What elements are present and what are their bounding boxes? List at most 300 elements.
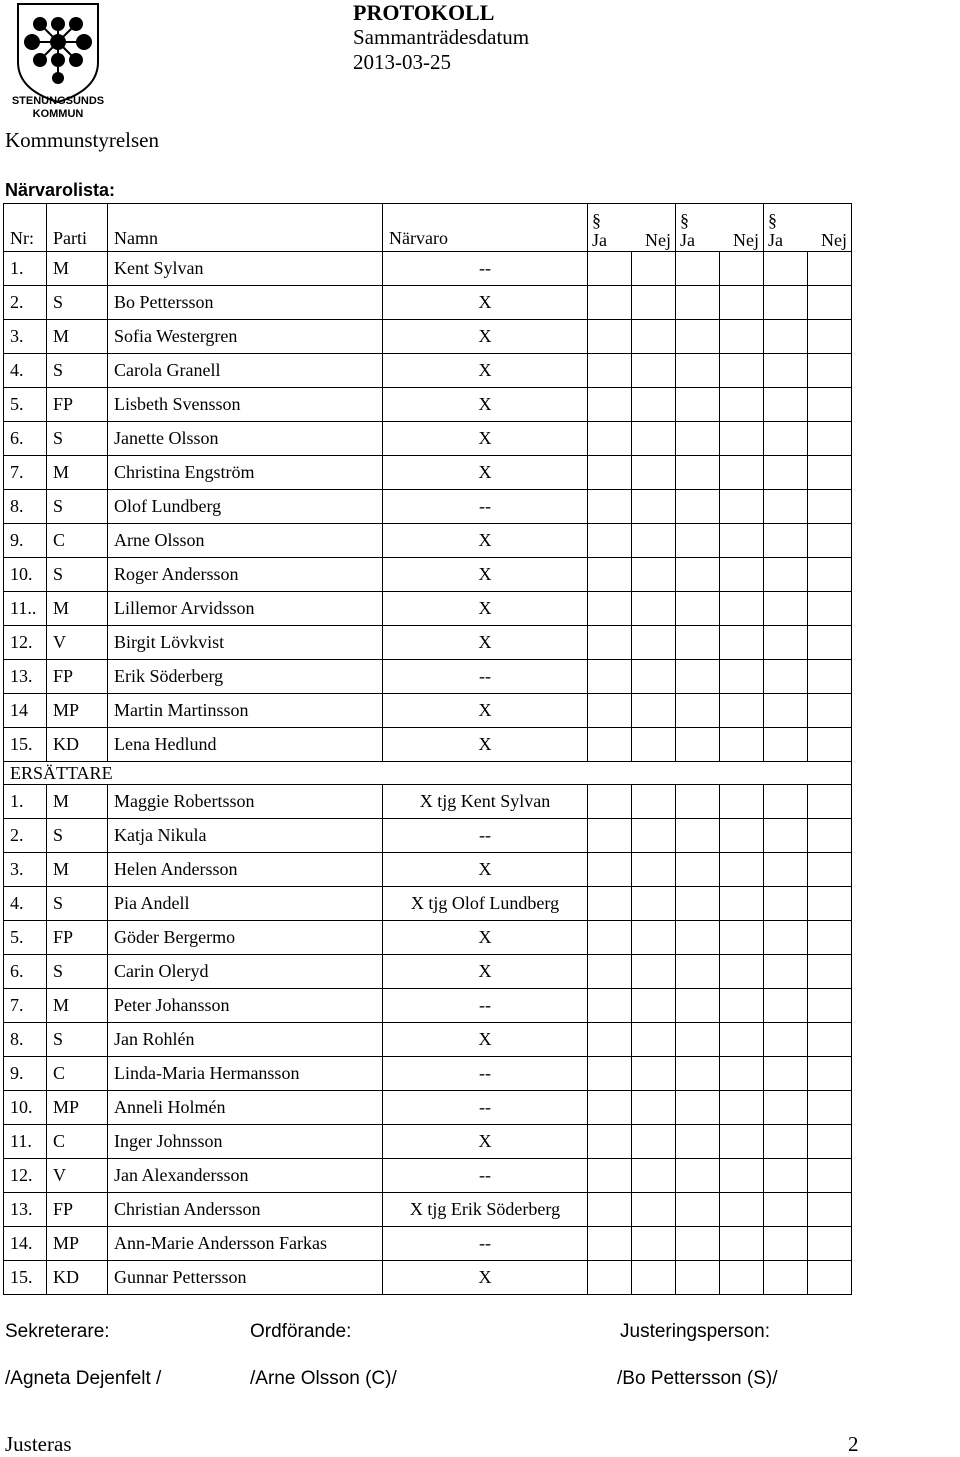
cell-presence: X xyxy=(383,626,588,660)
cell-name: Erik Söderberg xyxy=(108,660,383,694)
vote-yes-cell xyxy=(588,558,632,592)
vote-yes-cell xyxy=(764,728,808,762)
header-party: Parti xyxy=(47,204,108,252)
vote-yes-cell xyxy=(676,490,720,524)
adjuster-name: /Bo Pettersson (S)/ xyxy=(617,1368,778,1389)
cell-nr: 11. xyxy=(4,1125,47,1159)
municipality-logo xyxy=(4,2,112,120)
cell-nr: 6. xyxy=(4,422,47,456)
cell-party: M xyxy=(47,853,108,887)
cell-name: Pia Andell xyxy=(108,887,383,921)
cell-party: KD xyxy=(47,1261,108,1295)
vote-no-cell xyxy=(632,558,676,592)
cell-name: Göder Bergermo xyxy=(108,921,383,955)
vote-no-cell xyxy=(808,728,852,762)
vote-no-cell xyxy=(632,955,676,989)
vote-yes-cell xyxy=(676,524,720,558)
vote-no-cell xyxy=(632,1023,676,1057)
document-title: PROTOKOLL xyxy=(353,0,495,25)
cell-party: M xyxy=(47,320,108,354)
vote-no-cell xyxy=(720,660,764,694)
cell-nr: 9. xyxy=(4,524,47,558)
cell-party: S xyxy=(47,490,108,524)
vote-no-cell xyxy=(808,1261,852,1295)
vote-no-cell xyxy=(632,1193,676,1227)
cell-name: Gunnar Pettersson xyxy=(108,1261,383,1295)
vote-yes-cell xyxy=(764,1023,808,1057)
cell-name: Inger Johnsson xyxy=(108,1125,383,1159)
vote-no-cell xyxy=(632,853,676,887)
vote-no-cell xyxy=(632,592,676,626)
vote-no-cell xyxy=(808,1159,852,1193)
cell-name: Katja Nikula xyxy=(108,819,383,853)
vote-no-cell xyxy=(720,1193,764,1227)
cell-name: Arne Olsson xyxy=(108,524,383,558)
cell-name: Ann-Marie Andersson Farkas xyxy=(108,1227,383,1261)
vote-no-cell xyxy=(808,1193,852,1227)
vote-yes-cell xyxy=(764,989,808,1023)
cell-presence: X xyxy=(383,1023,588,1057)
substitute-row xyxy=(4,1261,852,1295)
vote-no-cell xyxy=(808,320,852,354)
cell-presence: -- xyxy=(383,989,588,1023)
cell-party: M xyxy=(47,785,108,819)
vote-no-cell xyxy=(632,626,676,660)
vote-no-cell xyxy=(632,388,676,422)
vote-no-cell xyxy=(632,785,676,819)
substitute-row xyxy=(4,1091,852,1125)
cell-presence: -- xyxy=(383,1057,588,1091)
cell-nr: 2. xyxy=(4,819,47,853)
vote-no-cell xyxy=(720,785,764,819)
vote-no-cell xyxy=(632,1261,676,1295)
vote-yes-cell xyxy=(764,853,808,887)
vote-yes-cell xyxy=(676,785,720,819)
vote-yes-cell xyxy=(588,320,632,354)
chair-name: /Arne Olsson (C)/ xyxy=(250,1368,397,1389)
cell-nr: 12. xyxy=(4,1159,47,1193)
vote-no-cell xyxy=(632,989,676,1023)
cell-name: Olof Lundberg xyxy=(108,490,383,524)
cell-presence: X xyxy=(383,1125,588,1159)
cell-presence: X xyxy=(383,694,588,728)
footer-label: Justeras xyxy=(5,1432,72,1456)
vote-no-cell xyxy=(632,456,676,490)
cell-party: C xyxy=(47,1057,108,1091)
cell-party: S xyxy=(47,1023,108,1057)
meeting-date-label: Sammanträdesdatum xyxy=(353,25,530,49)
cell-party: M xyxy=(47,592,108,626)
vote-no-cell xyxy=(720,286,764,320)
cell-name: Carin Oleryd xyxy=(108,955,383,989)
vote-yes-cell xyxy=(676,1227,720,1261)
vote-no-cell xyxy=(632,354,676,388)
cell-party: M xyxy=(47,456,108,490)
attendance-table xyxy=(3,203,852,1295)
cell-presence: -- xyxy=(383,660,588,694)
cell-name: Christian Andersson xyxy=(108,1193,383,1227)
vote-no-cell xyxy=(632,694,676,728)
vote-no-cell xyxy=(720,989,764,1023)
substitute-row xyxy=(4,887,852,921)
page-number: 2 xyxy=(848,1432,859,1456)
vote-yes-cell xyxy=(676,694,720,728)
cell-name: Lisbeth Svensson xyxy=(108,388,383,422)
member-row xyxy=(4,252,852,286)
cell-party: C xyxy=(47,524,108,558)
vote-no-cell xyxy=(808,921,852,955)
vote-yes-cell xyxy=(588,989,632,1023)
substitute-row xyxy=(4,955,852,989)
vote-yes-cell xyxy=(676,819,720,853)
member-row xyxy=(4,558,852,592)
vote-yes-cell xyxy=(764,660,808,694)
vote-no-cell xyxy=(808,660,852,694)
vote-no-cell xyxy=(632,819,676,853)
cell-party: S xyxy=(47,887,108,921)
vote-no-cell xyxy=(720,819,764,853)
vote-yes-cell xyxy=(676,989,720,1023)
substitute-row xyxy=(4,785,852,819)
vote-yes-cell xyxy=(676,728,720,762)
cell-party: KD xyxy=(47,728,108,762)
cell-presence: X xyxy=(383,286,588,320)
vote-no-cell xyxy=(632,252,676,286)
cell-party: S xyxy=(47,955,108,989)
vote-yes-cell xyxy=(676,1091,720,1125)
vote-no-cell xyxy=(808,286,852,320)
vote-yes-cell xyxy=(764,1057,808,1091)
vote-no-cell xyxy=(808,626,852,660)
cell-nr: 13. xyxy=(4,1193,47,1227)
vote-yes-cell xyxy=(588,887,632,921)
cell-nr: 5. xyxy=(4,921,47,955)
cell-presence: -- xyxy=(383,252,588,286)
cell-presence: X xyxy=(383,456,588,490)
vote-no-cell xyxy=(808,388,852,422)
cell-nr: 3. xyxy=(4,853,47,887)
vote-no-cell xyxy=(808,989,852,1023)
vote-yes-cell xyxy=(588,456,632,490)
vote-yes-cell xyxy=(764,955,808,989)
vote-no-cell xyxy=(808,1023,852,1057)
vote-no-cell xyxy=(720,955,764,989)
cell-nr: 15. xyxy=(4,1261,47,1295)
vote-no-cell xyxy=(720,456,764,490)
vote-yes-cell xyxy=(588,490,632,524)
vote-no-cell xyxy=(720,1227,764,1261)
member-row xyxy=(4,592,852,626)
cell-name: Bo Pettersson xyxy=(108,286,383,320)
vote-no-cell xyxy=(632,887,676,921)
cell-presence: X tjg Olof Lundberg xyxy=(383,887,588,921)
header-name: Namn xyxy=(108,204,383,252)
vote-yes-cell xyxy=(588,1193,632,1227)
member-row xyxy=(4,320,852,354)
member-row xyxy=(4,286,852,320)
cell-party: FP xyxy=(47,388,108,422)
vote-yes-cell xyxy=(588,785,632,819)
cell-name: Lena Hedlund xyxy=(108,728,383,762)
secretary-label: Sekreterare: xyxy=(5,1321,110,1342)
cell-nr: 7. xyxy=(4,456,47,490)
substitute-row xyxy=(4,1227,852,1261)
vote-header-3: § Ja Nej xyxy=(764,204,852,252)
cell-name: Birgit Lövkvist xyxy=(108,626,383,660)
vote-no-cell xyxy=(720,320,764,354)
member-row xyxy=(4,660,852,694)
cell-nr: 1. xyxy=(4,785,47,819)
vote-yes-cell xyxy=(676,388,720,422)
cell-nr: 15. xyxy=(4,728,47,762)
cell-name: Linda-Maria Hermansson xyxy=(108,1057,383,1091)
vote-yes-cell xyxy=(588,819,632,853)
vote-no-cell xyxy=(632,286,676,320)
vote-no-cell xyxy=(808,694,852,728)
vote-header-1: § Ja Nej xyxy=(588,204,676,252)
cell-presence: X xyxy=(383,1261,588,1295)
secretary-name: /Agneta Dejenfelt / xyxy=(5,1368,162,1389)
cell-presence: X xyxy=(383,422,588,456)
cell-party: MP xyxy=(47,694,108,728)
vote-no-cell xyxy=(632,320,676,354)
vote-yes-cell xyxy=(676,1125,720,1159)
vote-no-cell xyxy=(632,422,676,456)
cell-party: S xyxy=(47,286,108,320)
vote-yes-cell xyxy=(676,626,720,660)
vote-yes-cell xyxy=(764,388,808,422)
cell-name: Janette Olsson xyxy=(108,422,383,456)
vote-no-cell xyxy=(720,1023,764,1057)
vote-no-cell xyxy=(720,694,764,728)
vote-no-cell xyxy=(720,1159,764,1193)
vote-yes-cell xyxy=(764,592,808,626)
adjuster-label: Justeringsperson: xyxy=(620,1321,770,1342)
cell-party: V xyxy=(47,626,108,660)
cell-presence: X xyxy=(383,524,588,558)
vote-yes-cell xyxy=(764,354,808,388)
vote-no-cell xyxy=(632,728,676,762)
vote-yes-cell xyxy=(588,660,632,694)
cell-nr: 4. xyxy=(4,354,47,388)
cell-presence: X xyxy=(383,388,588,422)
vote-yes-cell xyxy=(764,1227,808,1261)
member-row xyxy=(4,694,852,728)
substitute-row xyxy=(4,1023,852,1057)
vote-no-cell xyxy=(720,853,764,887)
cell-presence: X xyxy=(383,955,588,989)
svg-text:STENUNGSUNDS: STENUNGSUNDS xyxy=(11,95,105,107)
member-row xyxy=(4,456,852,490)
cell-presence: -- xyxy=(383,1091,588,1125)
vote-no-cell xyxy=(808,785,852,819)
document-header xyxy=(353,0,529,75)
vote-yes-cell xyxy=(764,1193,808,1227)
substitute-row xyxy=(4,819,852,853)
vote-yes-cell xyxy=(764,785,808,819)
vote-yes-cell xyxy=(588,524,632,558)
cell-nr: 10. xyxy=(4,558,47,592)
vote-no-cell xyxy=(720,626,764,660)
vote-yes-cell xyxy=(588,252,632,286)
member-row xyxy=(4,728,852,762)
cell-party: FP xyxy=(47,660,108,694)
vote-no-cell xyxy=(632,921,676,955)
cell-presence: -- xyxy=(383,1159,588,1193)
cell-name: Anneli Holmén xyxy=(108,1091,383,1125)
cell-presence: X tjg Kent Sylvan xyxy=(383,785,588,819)
vote-yes-cell xyxy=(676,853,720,887)
member-row xyxy=(4,388,852,422)
cell-nr: 8. xyxy=(4,490,47,524)
vote-yes-cell xyxy=(588,1091,632,1125)
vote-no-cell xyxy=(720,887,764,921)
cell-party: C xyxy=(47,1125,108,1159)
header-nr: Nr: xyxy=(4,204,47,252)
vote-no-cell xyxy=(808,887,852,921)
cell-nr: 13. xyxy=(4,660,47,694)
cell-nr: 11.. xyxy=(4,592,47,626)
cell-presence: X xyxy=(383,354,588,388)
cell-name: Christina Engström xyxy=(108,456,383,490)
cell-nr: 8. xyxy=(4,1023,47,1057)
vote-no-cell xyxy=(720,354,764,388)
vote-yes-cell xyxy=(676,1193,720,1227)
cell-nr: 7. xyxy=(4,989,47,1023)
vote-yes-cell xyxy=(588,1227,632,1261)
chair-label: Ordförande: xyxy=(250,1321,352,1342)
vote-yes-cell xyxy=(764,1091,808,1125)
vote-yes-cell xyxy=(588,1261,632,1295)
cell-name: Sofia Westergren xyxy=(108,320,383,354)
vote-yes-cell xyxy=(588,921,632,955)
substitute-row xyxy=(4,1057,852,1091)
cell-party: MP xyxy=(47,1227,108,1261)
vote-yes-cell xyxy=(764,626,808,660)
vote-header-2: § Ja Nej xyxy=(676,204,764,252)
vote-yes-cell xyxy=(676,1023,720,1057)
vote-no-cell xyxy=(632,1159,676,1193)
cell-nr: 4. xyxy=(4,887,47,921)
vote-yes-cell xyxy=(676,558,720,592)
vote-yes-cell xyxy=(764,490,808,524)
cell-nr: 6. xyxy=(4,955,47,989)
substitutes-label: ERSÄTTARE xyxy=(4,762,852,785)
cell-presence: -- xyxy=(383,819,588,853)
member-row xyxy=(4,490,852,524)
member-row xyxy=(4,524,852,558)
table-header-row xyxy=(4,204,852,252)
cell-nr: 9. xyxy=(4,1057,47,1091)
vote-yes-cell xyxy=(764,456,808,490)
vote-yes-cell xyxy=(676,887,720,921)
cell-party: FP xyxy=(47,921,108,955)
vote-yes-cell xyxy=(764,921,808,955)
vote-no-cell xyxy=(632,490,676,524)
vote-yes-cell xyxy=(676,1057,720,1091)
vote-no-cell xyxy=(808,592,852,626)
meeting-date: 2013-03-25 xyxy=(353,50,451,74)
member-row xyxy=(4,626,852,660)
member-row xyxy=(4,354,852,388)
vote-no-cell xyxy=(720,728,764,762)
vote-no-cell xyxy=(808,819,852,853)
cell-party: MP xyxy=(47,1091,108,1125)
vote-yes-cell xyxy=(676,354,720,388)
vote-no-cell xyxy=(808,456,852,490)
header-presence: Närvaro xyxy=(383,204,588,252)
vote-no-cell xyxy=(720,524,764,558)
vote-no-cell xyxy=(808,853,852,887)
vote-no-cell xyxy=(632,524,676,558)
vote-yes-cell xyxy=(588,853,632,887)
vote-no-cell xyxy=(720,388,764,422)
vote-yes-cell xyxy=(676,320,720,354)
vote-no-cell xyxy=(808,252,852,286)
vote-yes-cell xyxy=(676,252,720,286)
vote-yes-cell xyxy=(764,1125,808,1159)
vote-no-cell xyxy=(720,592,764,626)
vote-yes-cell xyxy=(588,694,632,728)
attendance-label: Närvarolista: xyxy=(5,180,116,200)
cell-presence: X xyxy=(383,592,588,626)
cell-nr: 12. xyxy=(4,626,47,660)
cell-presence: X tjg Erik Söderberg xyxy=(383,1193,588,1227)
vote-yes-cell xyxy=(588,626,632,660)
cell-name: Lillemor Arvidsson xyxy=(108,592,383,626)
cell-party: S xyxy=(47,819,108,853)
vote-yes-cell xyxy=(764,558,808,592)
vote-yes-cell xyxy=(764,422,808,456)
cell-nr: 2. xyxy=(4,286,47,320)
vote-yes-cell xyxy=(676,955,720,989)
vote-yes-cell xyxy=(764,1261,808,1295)
vote-yes-cell xyxy=(588,1023,632,1057)
vote-yes-cell xyxy=(676,286,720,320)
vote-no-cell xyxy=(632,1227,676,1261)
vote-yes-cell xyxy=(588,422,632,456)
vote-yes-cell xyxy=(764,320,808,354)
cell-nr: 14 xyxy=(4,694,47,728)
vote-no-cell xyxy=(720,422,764,456)
cell-presence: X xyxy=(383,558,588,592)
vote-no-cell xyxy=(720,1057,764,1091)
substitute-row xyxy=(4,1193,852,1227)
vote-yes-cell xyxy=(676,660,720,694)
vote-no-cell xyxy=(808,354,852,388)
vote-no-cell xyxy=(720,1125,764,1159)
vote-yes-cell xyxy=(764,252,808,286)
cell-nr: 5. xyxy=(4,388,47,422)
vote-yes-cell xyxy=(588,1159,632,1193)
vote-yes-cell xyxy=(588,1125,632,1159)
vote-yes-cell xyxy=(676,921,720,955)
vote-no-cell xyxy=(632,1057,676,1091)
cell-party: S xyxy=(47,558,108,592)
substitute-row xyxy=(4,1159,852,1193)
member-row xyxy=(4,422,852,456)
vote-no-cell xyxy=(632,1125,676,1159)
cell-name: Jan Alexandersson xyxy=(108,1159,383,1193)
vote-yes-cell xyxy=(588,354,632,388)
cell-name: Roger Andersson xyxy=(108,558,383,592)
cell-name: Peter Johansson xyxy=(108,989,383,1023)
vote-yes-cell xyxy=(588,1057,632,1091)
cell-nr: 3. xyxy=(4,320,47,354)
cell-presence: -- xyxy=(383,1227,588,1261)
vote-no-cell xyxy=(808,1091,852,1125)
substitute-row xyxy=(4,1125,852,1159)
